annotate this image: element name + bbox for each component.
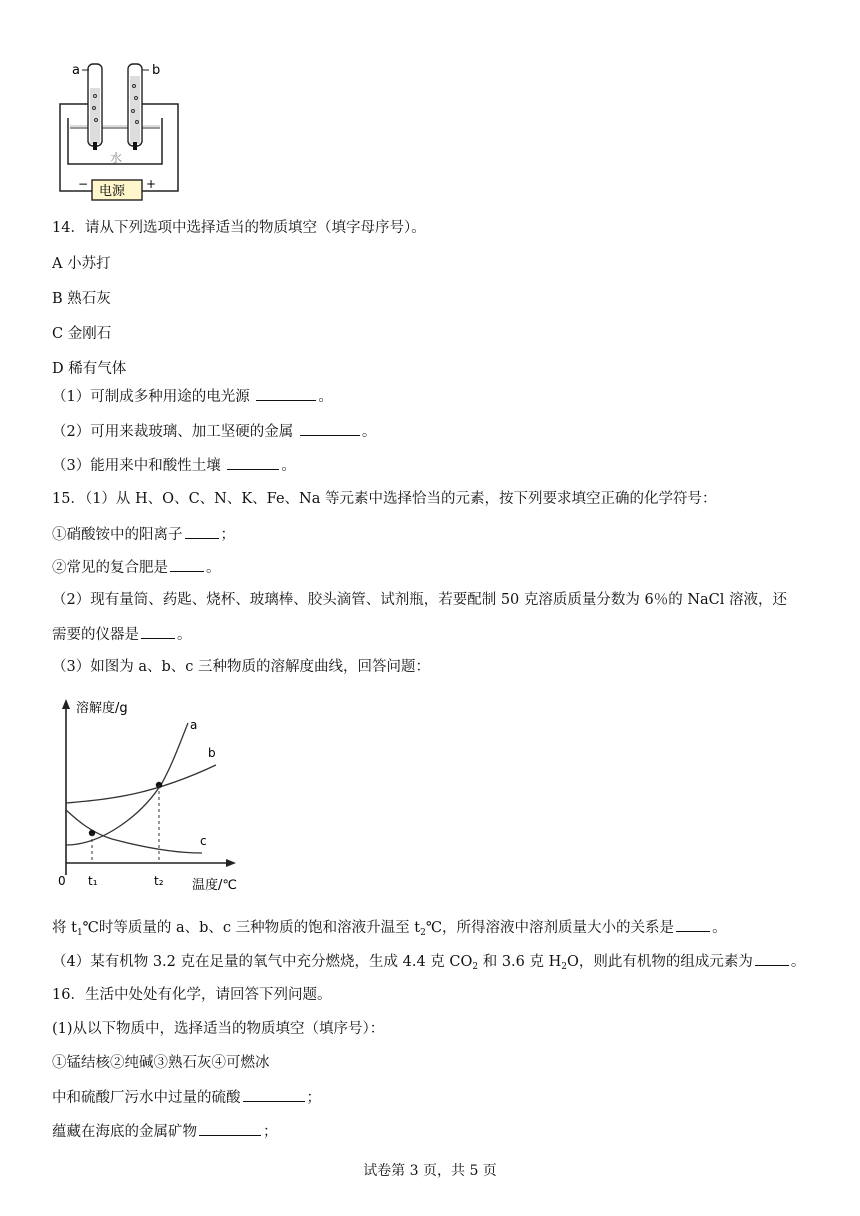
page-footer: 试卷第 3 页，共 5 页	[363, 1163, 497, 1179]
answer-blank[interactable]	[199, 1121, 261, 1136]
q15-item2: ②常见的复合肥是 。	[52, 557, 221, 578]
q15-part2-line2: 需要的仪器是 。	[52, 624, 192, 645]
curve-c	[66, 810, 202, 853]
q14-option-c: C 金刚石	[52, 326, 112, 342]
q14-sub3: （3）能用来中和酸性土壤 。	[52, 455, 296, 476]
label-curve-c: c	[200, 834, 207, 848]
label-b: b	[152, 63, 161, 78]
q15-item1: ①硝酸铵中的阳离子 ；	[52, 524, 235, 545]
answer-blank[interactable]	[243, 1087, 305, 1102]
answer-blank[interactable]	[185, 524, 219, 539]
answer-blank[interactable]	[141, 624, 175, 639]
label-water: 水	[110, 151, 123, 165]
q16-part1: (1)从以下物质中，选择适当的物质填空（填序号）：	[52, 1021, 385, 1037]
label-curve-b: b	[208, 746, 216, 760]
q14-sub2: （2）可用来裁玻璃、加工坚硬的金属 。	[52, 421, 376, 442]
answer-blank[interactable]	[676, 917, 710, 932]
q15-stem: 15．（1）从 H、O、C、N、K、Fe、Na 等元素中选择恰当的元素，按下列要求填空正确的化学符号：	[52, 491, 717, 507]
q14-option-a: A 小苏打	[52, 256, 111, 272]
chart-origin: 0	[58, 874, 66, 888]
label-minus: −	[78, 177, 89, 191]
label-power-source: 电源	[99, 184, 126, 199]
q15-part4: （4）某有机物 3.2 克在足量的氧气中充分燃烧，生成 4.4 克 $CO_2$ 和 3.6 克 $H_2O$，则此有机物的组成元素为 。	[52, 951, 805, 977]
tick-t1: t₁	[88, 874, 98, 888]
q15-part2-line1: （2）现有量筒、药匙、烧杯、玻璃棒、胶头滴管、试剂瓶，若要配制 50 克溶质质量分数为 6％的 NaCl 溶液，还	[52, 592, 788, 608]
q14-stem: 14．请从下列选项中选择适当的物质填空（填字母序号）。	[52, 220, 426, 236]
answer-blank[interactable]	[256, 386, 316, 401]
q14-option-d: D 稀有气体	[52, 361, 127, 377]
electrolysis-figure	[52, 56, 192, 204]
label-curve-a: a	[190, 718, 198, 732]
curve-b	[66, 765, 216, 803]
answer-blank[interactable]	[300, 421, 360, 436]
answer-blank[interactable]	[755, 951, 789, 966]
q14-sub1: （1）可制成多种用途的电光源 。	[52, 386, 333, 407]
chart-ylabel: 溶解度/g	[76, 701, 128, 716]
q15-part3: （3）如图为 a、b、c 三种物质的溶解度曲线，回答问题：	[52, 659, 430, 675]
answer-blank[interactable]	[170, 557, 204, 572]
q14-option-b: B 熟石灰	[52, 291, 111, 307]
chart-xlabel: 温度/℃	[192, 878, 237, 893]
q16-stem: 16．生活中处处有化学，请回答下列问题。	[52, 987, 332, 1003]
q16-item2: 蕴藏在海底的金属矿物 ；	[52, 1121, 278, 1142]
q16-substances: ①锰结核②纯碱③熟石灰④可燃冰	[52, 1055, 270, 1071]
q16-item1: 中和硫酸厂污水中过量的硫酸 ；	[52, 1087, 321, 1108]
tick-t2: t₂	[154, 874, 164, 888]
q15-part3-question: 将 $t_1℃$时等质量的 a、b、c 三种物质的饱和溶液升温至 $t_2℃$，所得溶液中溶剂质量大小的关系是 。	[52, 917, 727, 943]
solubility-chart	[52, 695, 252, 895]
label-a: a	[72, 63, 80, 78]
answer-blank[interactable]	[227, 455, 279, 470]
label-plus: +	[146, 177, 157, 191]
